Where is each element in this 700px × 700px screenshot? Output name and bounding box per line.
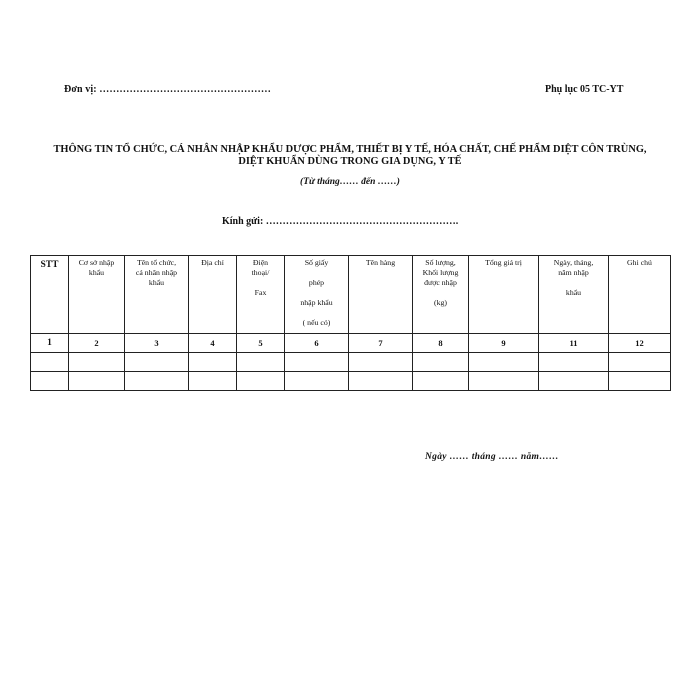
table-cell[interactable]: [125, 372, 189, 391]
table-header-row: [31, 256, 671, 334]
table-cell[interactable]: [237, 353, 285, 372]
table-row: [31, 372, 671, 391]
table-cell[interactable]: [469, 372, 539, 391]
table-cell[interactable]: [539, 353, 609, 372]
table-cell[interactable]: [237, 372, 285, 391]
column-number: 1: [31, 334, 69, 353]
column-number: 4: [189, 334, 237, 353]
column-header-quantity: Số lượng, Khối lượng được nhập (kg): [413, 256, 469, 334]
column-number: 8: [413, 334, 469, 353]
column-number: 3: [125, 334, 189, 353]
table-cell[interactable]: [285, 353, 349, 372]
table-cell[interactable]: [31, 353, 69, 372]
period-line: (Từ tháng…… đến ……): [300, 177, 400, 187]
date-signature-line: Ngày …… tháng …… năm……: [425, 452, 559, 462]
column-number-row: [31, 334, 671, 353]
table-cell[interactable]: [539, 372, 609, 391]
table-cell[interactable]: [349, 372, 413, 391]
column-header-address: Địa chỉ: [189, 256, 237, 334]
form-title: THÔNG TIN TỔ CHỨC, CÁ NHÂN NHẬP KHẨU DƯỢC PHẨM, THIẾT BỊ Y TẾ, HÓA CHẤT, CHẾ PHẨM DIỆT CÔN TRÙNG, DIỆT KHUẨN DÙNG TRONG GIA DỤNG, Y TẾ: [53, 144, 647, 167]
table-cell[interactable]: [189, 353, 237, 372]
import-info-table: [30, 255, 670, 391]
column-number: 5: [237, 334, 285, 353]
table-cell[interactable]: [69, 372, 125, 391]
table-cell[interactable]: [69, 353, 125, 372]
table-cell[interactable]: [609, 372, 671, 391]
table-cell[interactable]: [285, 372, 349, 391]
recipient-line: Kính gửi: ………………………………………………….: [222, 216, 459, 227]
column-header-phone-fax: Điện thoại/ Fax: [237, 256, 285, 334]
column-header-stt: STT: [31, 256, 69, 334]
table-cell[interactable]: [413, 353, 469, 372]
unit-label: Đơn vị: ……………………………………………: [64, 84, 271, 95]
column-header-notes: Ghi chú: [609, 256, 671, 334]
column-header-total-value: Tổng giá trị: [469, 256, 539, 334]
column-number: 12: [609, 334, 671, 353]
column-header-product-name: Tên hàng: [349, 256, 413, 334]
table-cell[interactable]: [349, 353, 413, 372]
table-row: [31, 353, 671, 372]
table-cell[interactable]: [609, 353, 671, 372]
column-header-import-date: Ngày, tháng, năm nhập khẩu: [539, 256, 609, 334]
column-number: 7: [349, 334, 413, 353]
column-number: 11: [539, 334, 609, 353]
column-header-permit-number: Số giấy phép nhập khẩu ( nếu có): [285, 256, 349, 334]
column-number: 6: [285, 334, 349, 353]
table-cell[interactable]: [413, 372, 469, 391]
column-number: 2: [69, 334, 125, 353]
table-cell[interactable]: [189, 372, 237, 391]
table-cell[interactable]: [469, 353, 539, 372]
column-number: 9: [469, 334, 539, 353]
column-header-organization-name: Tên tổ chức, cá nhân nhập khẩu: [125, 256, 189, 334]
table-cell[interactable]: [31, 372, 69, 391]
table-cell[interactable]: [125, 353, 189, 372]
column-header-importer: Cơ sở nhập khẩu: [69, 256, 125, 334]
appendix-label: Phụ lục 05 TC-YT: [545, 84, 624, 95]
